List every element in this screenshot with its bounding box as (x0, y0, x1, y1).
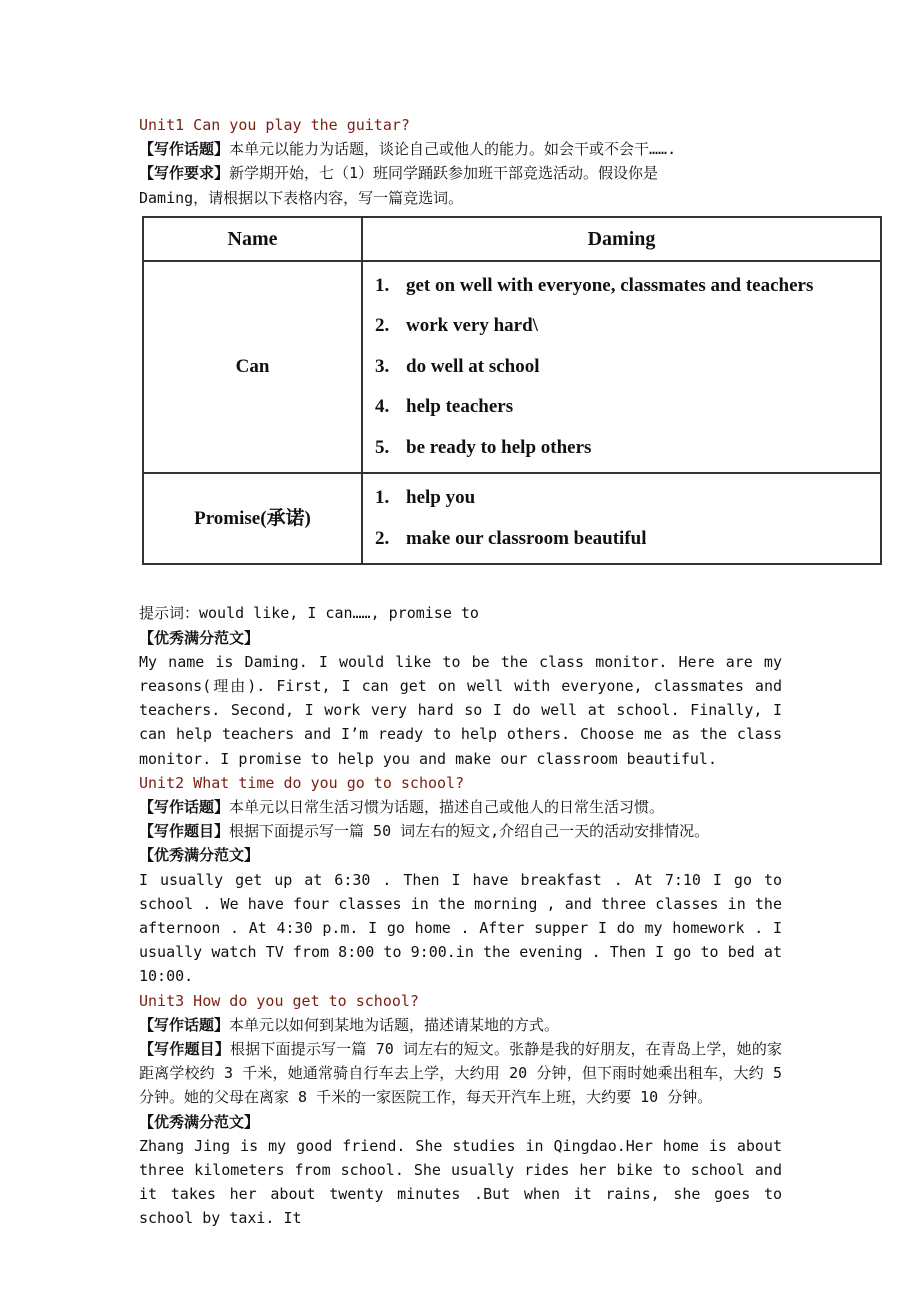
document-page (139, 113, 814, 1231)
table-header-row (143, 217, 881, 261)
unit2-requirement (139, 819, 782, 843)
unit3-topic-text: 本单元以如何到某地为话题，描述请某地的方式。 (229, 1015, 560, 1034)
unit1-title: Unit1 Can you play the guitar? (139, 116, 410, 134)
unit1-requirement (139, 161, 782, 185)
unit1-req-label: 【写作要求】 (139, 164, 230, 183)
unit1-sample-label: 【优秀满分范文】 (139, 628, 260, 647)
promise-items (362, 473, 881, 564)
can-table (142, 216, 882, 566)
list-item: 3. do well at school (375, 355, 540, 377)
unit3-sample-label: 【优秀满分范文】 (139, 1112, 260, 1131)
unit2-topic (139, 795, 782, 819)
spacer (139, 565, 782, 601)
unit3-req-text: 根据下面提示写一篇 70 词左右的短文。张静是我的好朋友，在青岛上学，她的家距离学校约 3 千米，她通常骑自行车去上学，大约用 20 分钟，但下雨时她乘出租车，大约 5 分钟。她的父母在离家 8 千米的一家医院工作，每天开汽车上班，大约要 10 分钟。 (139, 1039, 782, 1107)
table-header-name: Name (143, 217, 362, 261)
list-item: 5. be ready to help others (375, 436, 592, 458)
list-item: 1. get on well with everyone, classmates and teachers (375, 274, 814, 296)
unit1-topic-label: 【写作话题】 (139, 140, 230, 159)
unit3-requirement (139, 1037, 782, 1110)
list-item: 2. make our classroom beautiful (375, 527, 647, 549)
table-row-can (143, 261, 881, 474)
promise-label: Promise(承诺) (143, 473, 362, 564)
table-header-daming: Daming (362, 217, 881, 261)
unit1-sample-text: My name is Daming. I would like to be the class monitor. Here are my reasons(理由). First, I can get on well with everyone, classmates and teachers. Second, I work very hard so I do well at school. Finally, I can help teachers and I’m ready to help others. Choose me as the class monitor. I promise to help you and make our classroom beautiful. (139, 652, 782, 768)
unit2-topic-text: 本单元以日常生活习惯为话题，描述自己或他人的日常生活习惯。 (229, 797, 665, 816)
unit3-topic (139, 1013, 782, 1037)
list-item: 1. help you (375, 487, 476, 509)
table-row-promise (143, 473, 881, 564)
unit2-sample-label: 【优秀满分范文】 (139, 846, 260, 865)
unit3-title: Unit3 How do you get to school? (139, 991, 419, 1010)
unit1-hint: 提示词：would like, I can……, promise to (139, 604, 479, 623)
unit2-title: Unit2 What time do you go to school? (139, 773, 465, 792)
list-item: 4. help teachers (375, 396, 514, 418)
unit3-topic-label: 【写作话题】 (139, 1015, 230, 1034)
unit2-topic-label: 【写作话题】 (139, 797, 230, 816)
unit1-requirement-cont: Daming，请根据以下表格内容，写一篇竞选词。 (139, 188, 464, 207)
can-label: Can (143, 261, 362, 474)
unit1-topic (139, 137, 782, 161)
unit1-req-text: 新学期开始，七（1）班同学踊跃参加班干部竞选活动。假设你是 (229, 164, 659, 183)
unit2-sample-text: I usually get up at 6:30 . Then I have breakfast . At 7:10 I go to school . We have four classes in the morning , and three classes in the afternoon . At 4:30 p.m. I go home . After supper I do my homework . I usually watch TV from 8:00 to 9:00.in the evening . Then I go to bed at 10:00. (139, 870, 782, 986)
list-item: 2. work very hard\ (375, 315, 538, 337)
unit3-sample-text: Zhang Jing is my good friend. She studies in Qingdao.Her home is about three kilometers from school. She usually rides her bike to school and it takes her about twenty minutes .But when it rains, she goes to school by taxi. It (139, 1136, 782, 1228)
can-items (362, 261, 881, 474)
unit3-req-label: 【写作题目】 (139, 1039, 231, 1058)
unit2-req-label: 【写作题目】 (139, 822, 230, 841)
unit2-req-text: 根据下面提示写一篇 50 词左右的短文,介绍自己一天的活动安排情况。 (229, 822, 710, 841)
unit1-topic-text: 本单元以能力为话题，谈论自己或他人的能力。如会干或不会干……. (229, 140, 677, 159)
